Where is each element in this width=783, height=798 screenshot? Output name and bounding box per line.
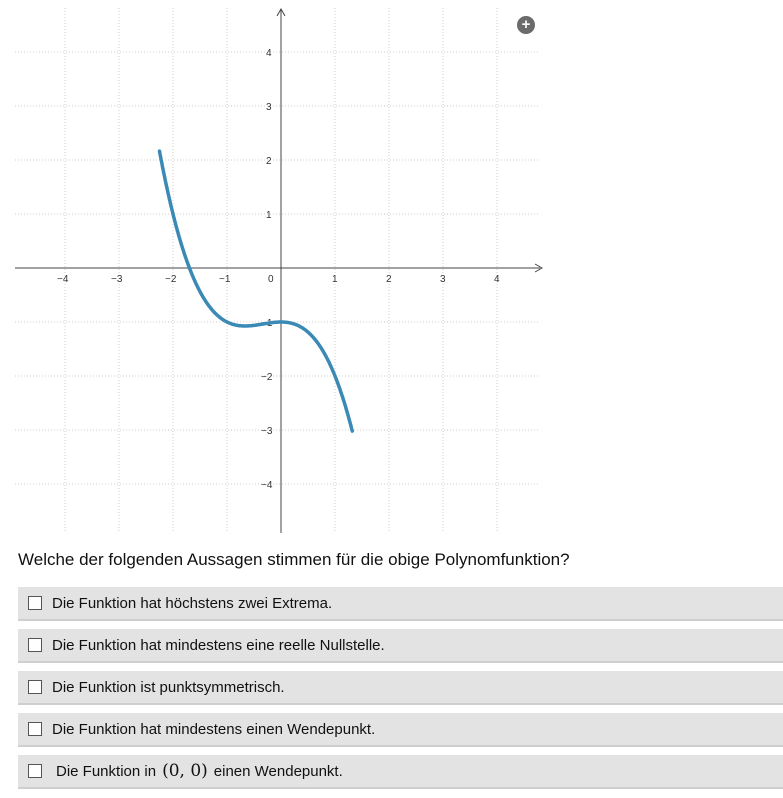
x-tick-label: −3 [111, 274, 123, 285]
x-tick-label: −2 [165, 274, 177, 285]
option-4-label: Die Funktion hat mindestens einen Wendepunkt. [52, 720, 376, 738]
y-tick-label: −2 [261, 372, 273, 383]
option-4[interactable] [18, 713, 783, 747]
option-5-math: (0, 0) [162, 761, 208, 781]
question-text: Welche der folgenden Aussagen stimmen für die obige Polynomfunktion? [18, 550, 570, 569]
checkbox-1[interactable] [28, 596, 42, 610]
y-tick-label: 4 [266, 48, 272, 59]
option-3[interactable] [18, 671, 783, 705]
x-tick-label: 4 [494, 274, 500, 285]
y-tick-label: 2 [266, 156, 272, 167]
option-2[interactable] [18, 629, 783, 663]
checkbox-5[interactable] [28, 764, 42, 778]
x-tick-label: 1 [332, 274, 338, 285]
option-1-label: Die Funktion hat höchstens zwei Extrema. [52, 594, 333, 612]
option-2-label: Die Funktion hat mindestens eine reelle Nullstelle. [52, 636, 385, 654]
x-tick-label: 2 [386, 274, 392, 285]
option-5-label-post: einen Wendepunkt. [213, 762, 343, 780]
y-tick-label: 1 [266, 210, 272, 221]
x-tick-labels [57, 274, 500, 285]
x-tick-label: −1 [219, 274, 231, 285]
x-tick-label: −4 [57, 274, 69, 285]
y-tick-labels [261, 48, 273, 491]
option-1[interactable] [18, 587, 783, 621]
option-3-label: Die Funktion ist punktsymmetrisch. [52, 678, 285, 696]
option-5-label-pre: Die Funktion in [56, 762, 157, 780]
y-tick-label: −4 [261, 480, 273, 491]
grid-lines [15, 8, 540, 533]
checkbox-4[interactable] [28, 722, 42, 736]
x-tick-label: 3 [440, 274, 446, 285]
y-tick-label: 3 [266, 102, 272, 113]
origin-label: 0 [268, 274, 274, 285]
y-tick-label: −1 [261, 318, 273, 329]
function-graph[interactable] [0, 0, 560, 535]
zoom-in-button[interactable]: + [517, 16, 535, 34]
axes [15, 9, 542, 533]
y-tick-label: −3 [261, 426, 273, 437]
function-curve [160, 151, 353, 431]
checkbox-3[interactable] [28, 680, 42, 694]
checkbox-2[interactable] [28, 638, 42, 652]
option-5[interactable] [18, 755, 783, 789]
